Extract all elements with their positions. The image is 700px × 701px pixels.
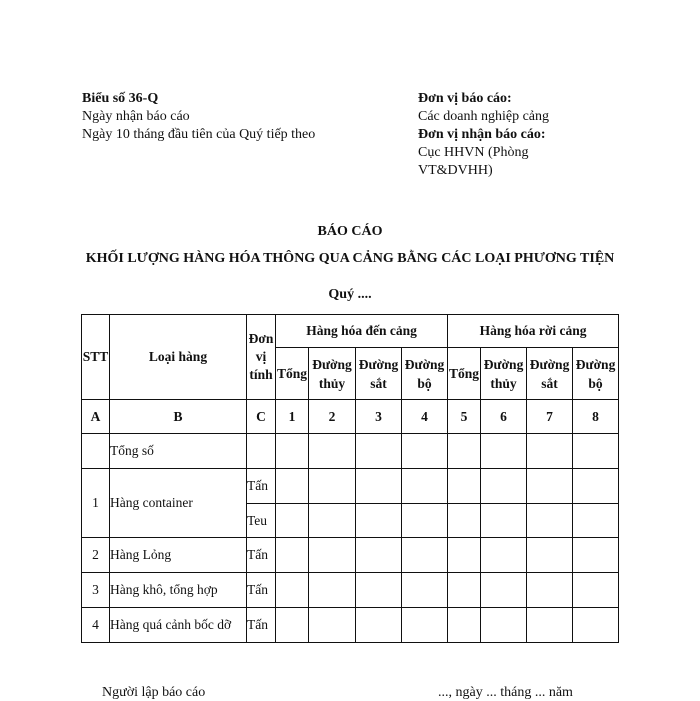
header-right [418, 90, 598, 180]
sub-in-water: Đường thủy [309, 348, 356, 400]
sub-out-road: Đường bộ [573, 348, 619, 400]
header-unit: Đơn vị tính [247, 315, 276, 400]
index-cell: 5 [448, 400, 481, 434]
sub-out-rail: Đường sắt [527, 348, 573, 400]
table-row [82, 469, 619, 504]
preparer-label: Người lập báo cáo [102, 685, 206, 700]
receiving-unit-label: Đơn vị nhận báo cáo: [418, 127, 546, 142]
receiving-unit-value-line1: Cục HHVN (Phòng [418, 145, 529, 160]
index-cell: B [110, 400, 247, 434]
report-period: Quý .... [328, 287, 372, 302]
form-code: Biểu số 36-Q [82, 91, 159, 106]
row-unit: Tấn [247, 573, 276, 608]
index-cell: 6 [481, 400, 527, 434]
index-cell: 7 [527, 400, 573, 434]
header-left [82, 90, 315, 144]
index-cell: 8 [573, 400, 619, 434]
row-unit: Teu [247, 504, 276, 538]
row-cargo-name: Hàng Lỏng [110, 538, 247, 573]
sub-in-total: Tổng [276, 348, 309, 400]
index-cell: 4 [402, 400, 448, 434]
row-stt: 4 [82, 608, 110, 643]
row-cargo-name: Hàng khô, tổng hợp [110, 573, 247, 608]
index-cell: C [247, 400, 276, 434]
table-row-total [82, 434, 619, 469]
report-subtitle: KHỐI LƯỢNG HÀNG HÓA THÔNG QUA CẢNG BẰNG CÁC LOẠI PHƯƠNG TIỆN [85, 251, 615, 266]
header-cargo-out: Hàng hóa rời cảng [448, 315, 619, 348]
reporting-unit-value: Các doanh nghiệp cảng [418, 109, 550, 124]
row-unit: Tấn [247, 538, 276, 573]
index-cell: 1 [276, 400, 309, 434]
sub-in-road: Đường bộ [402, 348, 448, 400]
sub-out-water: Đường thủy [481, 348, 527, 400]
header-cargo-type: Loại hàng [110, 315, 247, 400]
receive-date-value: Ngày 10 tháng đầu tiên của Quý tiếp theo [82, 127, 316, 142]
row-cargo-name: Hàng container [110, 469, 247, 538]
table-row [82, 573, 619, 608]
reporting-unit-label: Đơn vị báo cáo: [418, 91, 512, 106]
index-cell: 3 [356, 400, 402, 434]
sub-in-rail: Đường sắt [356, 348, 402, 400]
sub-out-total: Tổng [448, 348, 481, 400]
row-stt: 2 [82, 538, 110, 573]
report-title: BÁO CÁO [317, 224, 383, 239]
total-label: Tổng số [110, 434, 247, 469]
cargo-table [81, 314, 619, 643]
index-cell: 2 [309, 400, 356, 434]
receiving-unit-value-line2: VT&DVHH) [418, 163, 493, 178]
row-stt: 1 [82, 469, 110, 538]
row-unit: Tấn [247, 469, 276, 504]
table-row [82, 538, 619, 573]
table-row [82, 608, 619, 643]
row-unit: Tấn [247, 608, 276, 643]
row-cargo-name: Hàng quá cảnh bốc dỡ [110, 608, 247, 643]
header-stt: STT [82, 315, 110, 400]
receive-date-label: Ngày nhận báo cáo [82, 109, 190, 124]
date-line: ..., ngày ... tháng ... năm [438, 685, 573, 700]
index-row [82, 400, 619, 434]
row-stt: 3 [82, 573, 110, 608]
index-cell: A [82, 400, 110, 434]
header-cargo-in: Hàng hóa đến cảng [276, 315, 448, 348]
